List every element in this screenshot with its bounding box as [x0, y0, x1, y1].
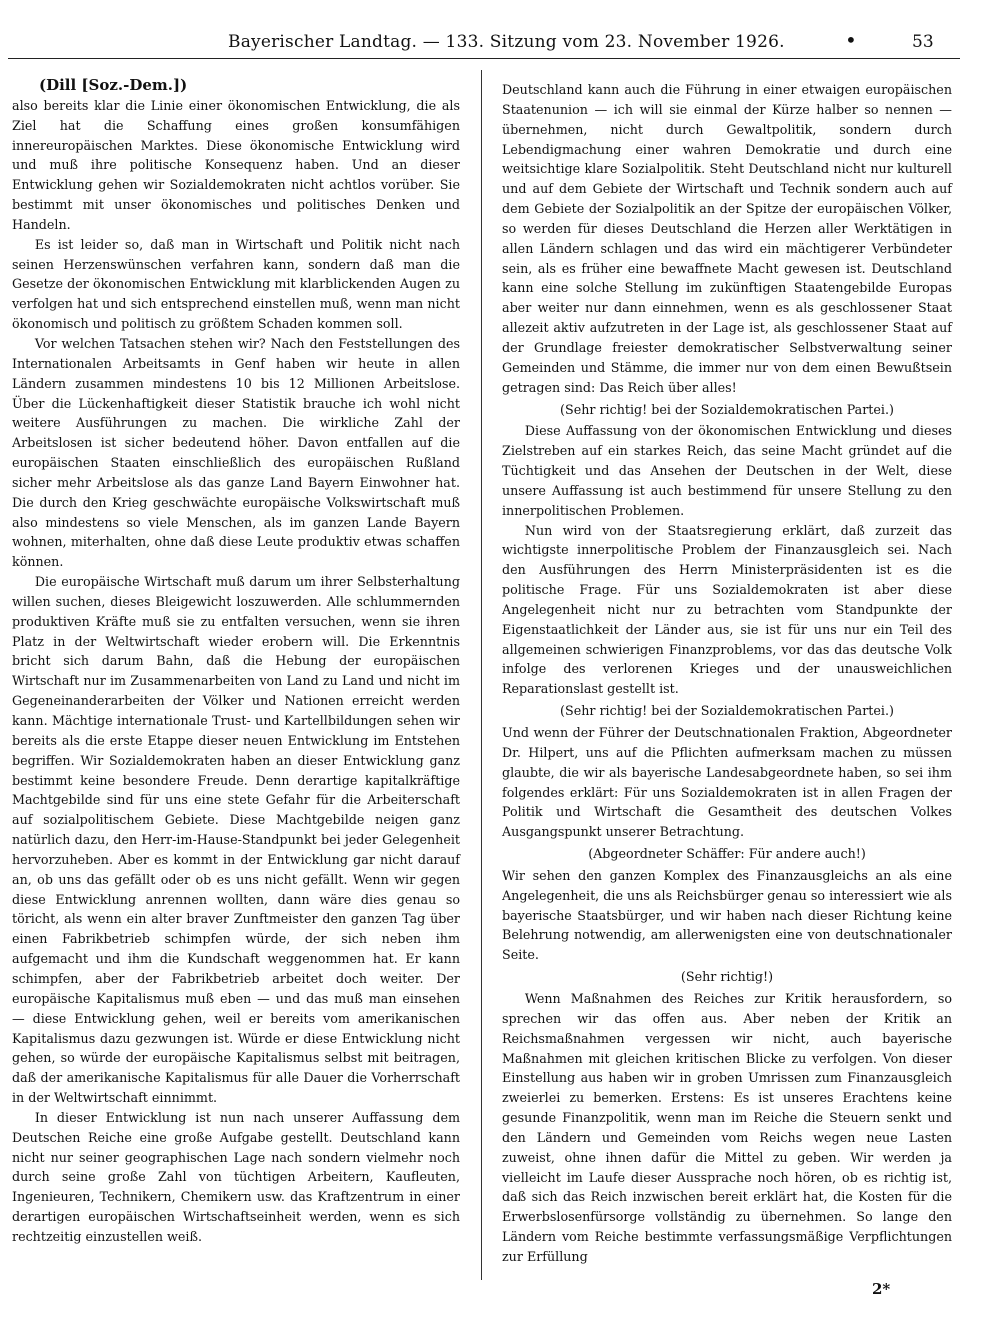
page-number: 53	[912, 32, 934, 52]
column-divider	[481, 70, 482, 1280]
running-title: Bayerischer Landtag. — 133. Sitzung vom 23. November 1926.	[228, 32, 785, 52]
interjection: (Sehr richtig! bei der Sozialdemokratischen Partei.)	[560, 703, 894, 719]
paragraph: Nun wird von der Staatsregierung erklärt, daß zurzeit das wichtigste innerpolitische Problem der Finanzausgleich sei. Nach den Ausführungen des Herrn Ministerpräsidenten ist es die politische Frage. Für uns Sozialdemokraten ist aber diese Angelegenheit nicht nur zu betrachten vom Standpunkte der Eigenstaatlichkeit der Länder aus, sie ist für uns nur ein Teil des allgemeinen schwierigen Finanzproblems, vor das das deutsche Volk infolge des verlorenen Krieges und der unausweichlichen Reparationslast gestellt ist.	[502, 522, 952, 697]
page-header	[0, 28, 1000, 64]
interjection: (Sehr richtig!)	[680, 969, 774, 985]
paragraph: Wir sehen den ganzen Komplex des Finanzausgleichs an als eine Angelegenheit, die uns als Reichsbürger genau so interessiert wie als bayerische Staatsbürger, und wir haben nach dieser Richtung keine Belehrung notwendig, am allerwenigsten eine von deutschnationaler Seite.	[502, 867, 952, 963]
signature-mark: 2*	[872, 1280, 891, 1298]
paragraph: Deutschland kann auch die Führung in einer etwaigen europäischen Staatenunion — ich will sie einmal der Kürze halber so nennen — übernehmen, nicht durch Gewaltpolitik, sondern durch Lebendigmachung einer wahren Demokratie und durch eine weitsichtige klare Sozialpolitik. Steht Deutschland nicht nur kulturell und auf dem Gebiete der Wirtschaft und Technik sondern auch auf dem Gebiete der Sozialpolitik an der Spitze der europäischen Völker, so werden für dieses Deutschland die Herzen aller Werktätigen in allen Ländern schlagen und das wird ein mächtigerer Verbündeter sein, als es früher eine bewaffnete Macht gewesen ist. Deutschland kann eine solche Stellung im zukünftigen Staatengebilde Europas aber weiter nur dann einnehmen, wenn es als geschlossener Staat allezeit aktiv aufzutreten in der Lage ist, als geschlossener Staat auf der Grundlage freiester demokratischer Selbstverwaltung seiner Gemeinden und Stämme, die immer nur von dem einen Bewußtsein getragen sind: Das Reich über alles!	[502, 82, 952, 395]
header-dot: •	[845, 28, 857, 52]
paragraph: Und wenn der Führer der Deutschnationalen Fraktion, Abgeordneter Dr. Hilpert, uns auf die Pflichten aufmerksam machen zu müssen glaubte, die wir als bayerische Landesabgeordnete haben, so sei ihm folgendes erklärt: Für uns Sozialdemokraten ist in allen Fragen der Politik und Wirtschaft die Gesamtheit des deutschen Volkes Ausgangspunkt unserer Betrachtung.	[502, 725, 952, 840]
paragraph: also bereits klar die Linie einer ökonomischen Entwicklung, die als Ziel hat die Schaffung eines großen konsumfähigen innereuropäischen Marktes. Diese ökonomische Entwicklung wird und muß ihre politische Konsequenz haben. Und an dieser Entwicklung gehen wir Sozialdemokraten nicht achtlos vorüber. Sie bestimmt mit unser ökonomisches und politisches Denken und Handeln.	[12, 97, 460, 232]
interjection: (Sehr richtig! bei der Sozialdemokratischen Partei.)	[560, 401, 894, 417]
paragraph: Diese Auffassung von der ökonomischen Entwicklung und dieses Zielstreben auf ein starkes Reich, das seine Macht gründet auf die Tüchtigkeit und das Ansehen der Deutschen in der Welt, diese unsere Auffassung ist auch bestimmend für unsere Stellung zu den innerpolitischen Problemen.	[502, 423, 952, 518]
paragraph: Wenn Maßnahmen des Reiches zur Kritik herausfordern, so sprechen wir das offen aus. Aber neben der Kritik an Reichsmaßnahmen vergessen wir nicht, auch bayerische Maßnahmen mit gleichen kritischen Blicke zu verfolgen. Von dieser Einstellung aus haben wir in groben Umrissen zum Finanzausgleich zweierlei zu bemerken. Erstens: Es ist unseres Erachtens keine gesunde Finanzpolitik, wenn man im Reiche die Steuern senkt und den Ländern und Gemeinden vom Reichs wegen neue Lasten zuweist, ohne ihnen dafür die Mittel zu geben. Wir werden ja vielleicht im Laufe dieser Aussprache noch hören, ob es richtig ist, daß sich das Reich inzwischen bereit erklärt hat, die Kosten für die Erwerbslosenfürsorge vollständig zu übernehmen. So lange den Ländern vom Reiche bestimmte verfassungsmäßige Verpflichtungen zur Erfüllung	[502, 990, 952, 1264]
paragraph: In dieser Entwicklung ist nun nach unserer Auffassung dem Deutschen Reiche eine große Aufgabe gestellt. Deutschland kann nicht nur seiner geographischen Lage nach sondern vielmehr noch durch seine große Zahl von tüchtigen Arbeitern, Kaufleuten, Ingenieuren, Technikern, Chemikern usw. das Kraftzentrum in einer derartigen europäischen Wirtschaftseinheit werden, wenn es sich rechtzeitig einzustellen weiß.	[12, 1109, 460, 1244]
paragraph: Vor welchen Tatsachen stehen wir? Nach den Feststellungen des Internationalen Arbeitsamts in Genf haben wir heute in allen Ländern zusammen mindestens 10 bis 12 Millionen Arbeitslose. Über die Lückenhaftigkeit dieser Statistik brauche ich wohl nicht weitere Ausführungen zu machen. Die wirkliche Zahl der Arbeitslosen ist sicher bedeutend höher. Davon entfallen auf die europäischen Staaten einschließlich des europäischen Rußland sicher mehr Arbeitslose als das ganze Land Bayern Einwohner hat. Die durch den Krieg geschwächte europäische Volkswirtschaft muß also mindestens so viele Menschen, als im ganzen Lande Bayern wohnen, miterhalten, ohne daß diese Leute produktiv etwas schaffen können.	[12, 335, 460, 570]
left-column	[12, 76, 460, 1247]
paragraph: Die europäische Wirtschaft muß darum um ihrer Selbsterhaltung willen suchen, dieses Bleigewicht loszuwerden. Alle schlummernden produktiven Kräfte muß sie zu entfalten versuchen, wenn sie ihren Platz in der Weltwirtschaft wieder erobern will. Die Erkenntnis bricht sich darum Bahn, daß die Hebung der europäischen Wirtschaft nur im Zusammenarbeiten von Land zu Land und nicht im Gegeneinanderarbeiten der Völker und Nationen erreicht werden kann. Mächtige internationale Trust- und Kartellbildungen sehen wir bereits als die erste Etappe dieser neuen Entwicklung im Entstehen begriffen. Wir Sozialdemokraten haben an dieser Entwicklung ganz bestimmt keine besondere Freude. Denn derartige kapitalkräftige Machtgebilde sind für uns eine stete Gefahr für die Arbeiterschaft auf sozialpolitischem Gebiete. Diese Machtgebilde neigen ganz natürlich dazu, den Herr-im-Hause-Standpunkt bei jeder Gelegenheit hervorzuheben. Aber es kommt in der Entwicklung gar nicht darauf an, ob uns das gefällt oder ob es uns nicht gefällt. Wenn wir gegen diese Entwicklung anrennen wollten, dann wäre dies genau so töricht, als wenn ein alter braver Zunftmeister den ganzen Tag über einen Fabrikbetrieb schimpfen würde, der sich neben ihm aufgemacht und ihm die Kundschaft weggenommen hat. Er kann schimpfen, aber der Fabrikbetrieb arbeitet doch weiter. Der europäische Kapitalismus muß eben — und das muß man einsehen — diese Entwicklung gehen, weil er bereits vom amerikanischen Kapitalismus dazu gezwungen ist. Würde er diese Entwicklung nicht gehen, so würde der europäische Kapitalismus selbst mit beitragen, daß der amerikanische Kapitalismus für alle Dauer die Vorherrschaft in der Weltwirtschaft einnimmt.	[12, 574, 460, 1106]
interjection: (Abgeordneter Schäffer: Für andere auch!)	[588, 846, 866, 862]
header-rule	[8, 58, 960, 59]
speaker-label: (Dill [Soz.-Dem.])	[39, 76, 188, 94]
paragraph: Es ist leider so, daß man in Wirtschaft und Politik nicht nach seinen Herzenswünschen verfahren kann, sondern daß man die Gesetze der ökonomischen Entwicklung mit klarblickenden Augen zu verfolgen hat und sich entsprechend einstellen muß, wenn man nicht ökonomisch und politisch zu größtem Schaden kommen soll.	[12, 236, 460, 332]
right-column	[502, 80, 952, 1267]
